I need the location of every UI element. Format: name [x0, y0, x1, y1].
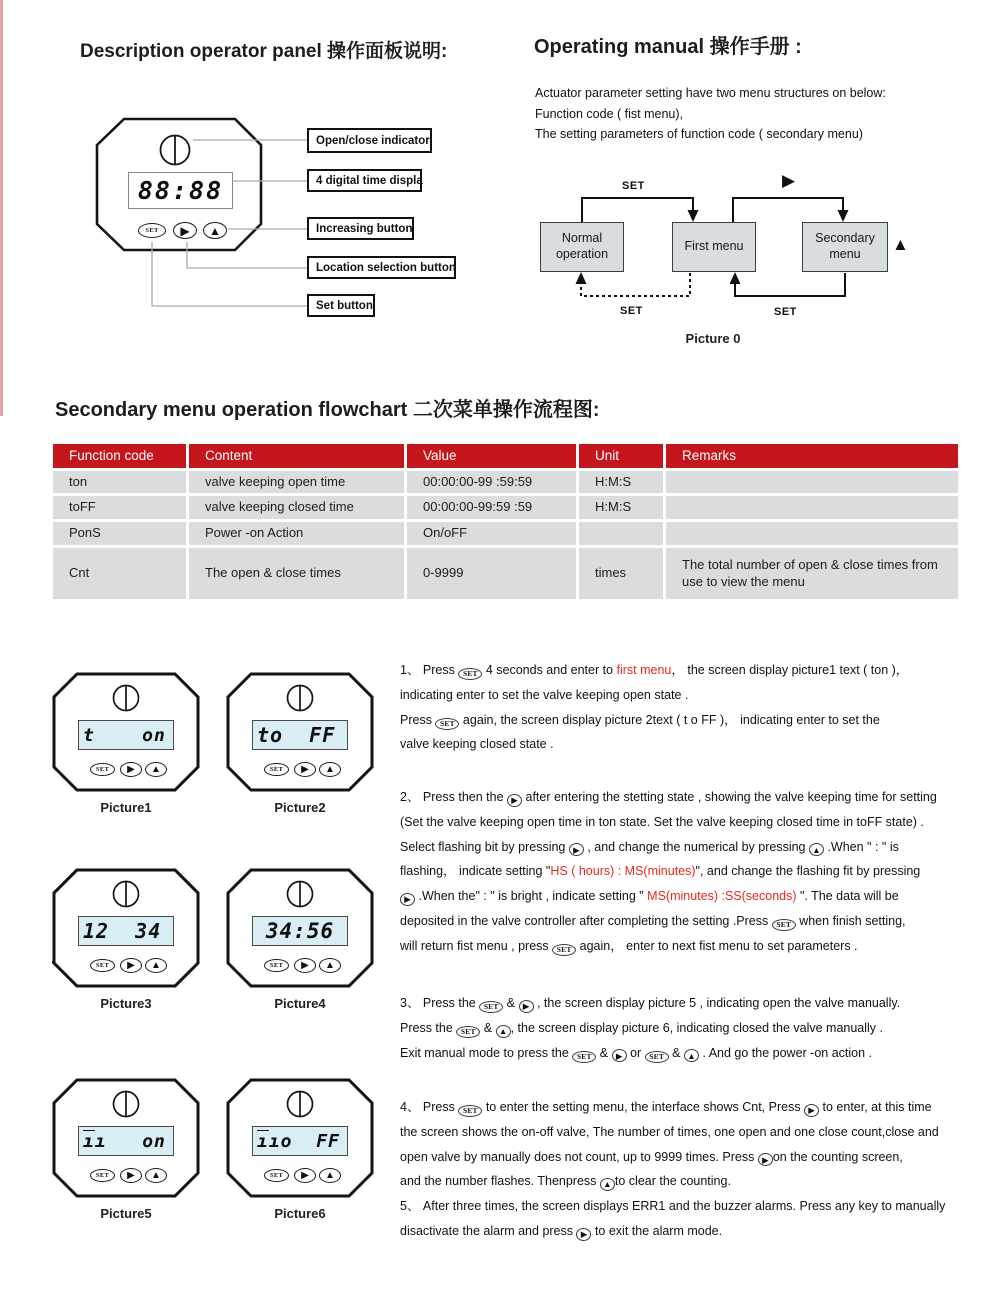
- text-segment: flashing， indicate setting ": [400, 864, 551, 879]
- set-button-icon: SET: [435, 718, 459, 730]
- picture5-panel: [52, 1078, 200, 1221]
- increasing-button: ▲: [145, 958, 167, 973]
- text-segment: (Set the valve keeping open time in ton state. Set the valve keeping closed time in toFF state) .: [400, 814, 924, 829]
- text-segment: 3、 Press the: [400, 996, 480, 1010]
- flowchart-caption: Picture 0: [685, 331, 741, 346]
- flowchart-box-first-menu: First menu: [672, 222, 756, 272]
- function-code-table: [50, 441, 961, 602]
- text-segment: the screen shows the on-off valve, The number of times, one open and one close count,close and: [400, 1124, 939, 1139]
- label-increasing-button: Increasing button: [307, 217, 414, 240]
- table-row: [52, 521, 960, 547]
- col-header: Remarks: [665, 443, 960, 470]
- picture-caption: Picture4: [274, 996, 326, 1011]
- flowchart-box-normal-operation: Normal operation: [540, 222, 624, 272]
- picture2-panel: [226, 672, 374, 815]
- cell: 0-9999: [406, 547, 578, 601]
- col-header: Content: [188, 443, 406, 470]
- cell: 00:00:00-99 :59:59: [406, 469, 578, 495]
- cell: valve keeping open time: [188, 469, 406, 495]
- table-row: [52, 495, 960, 521]
- set-button: SET: [264, 959, 289, 972]
- text-segment: &: [503, 996, 519, 1010]
- set-button: SET: [264, 1169, 289, 1182]
- set-button: SET: [90, 763, 115, 776]
- lcd-display: $\overline{ı}$ ı on: [78, 1126, 174, 1156]
- col-header: Unit: [578, 443, 665, 470]
- text-segment: on the counting screen,: [772, 1149, 903, 1164]
- up-arrow-button-icon: ▲: [600, 1178, 615, 1191]
- label-open-close-indicator: Open/close indicator: [307, 128, 432, 153]
- picture-caption: Picture2: [274, 800, 326, 815]
- picture6-panel: [226, 1078, 374, 1221]
- increasing-button: ▲: [319, 762, 341, 777]
- picture-caption: Picture6: [274, 1206, 326, 1221]
- text-segment: , the screen display picture 5 , indicating open the valve manually.: [533, 996, 901, 1010]
- cell: The total number of open & close times from use to view the menu: [665, 547, 960, 601]
- cell: 00:00:00-99:59 :59: [406, 495, 578, 521]
- text-segment: ". The data will be: [796, 889, 899, 904]
- increasing-button: ▲: [319, 1168, 341, 1183]
- lcd-display: to FF: [252, 720, 348, 750]
- increasing-button: ▲: [145, 762, 167, 777]
- text-segment: to enter, at this time: [819, 1100, 932, 1114]
- cell: times: [578, 547, 665, 601]
- cell: [578, 521, 665, 547]
- flowchart-set-label-top: SET: [622, 180, 645, 192]
- set-button-icon: SET: [772, 919, 796, 931]
- set-button-icon: SET: [479, 1001, 503, 1013]
- text-segment: to clear the counting.: [614, 1174, 731, 1189]
- right-arrow-button-icon: ▶: [612, 1049, 627, 1062]
- text-segment: &: [480, 1020, 496, 1035]
- text-segment: ", and change the flashing fit by pressing: [695, 864, 921, 879]
- text-segment: open valve by manually does not count, up to 9999 times. Press: [400, 1149, 758, 1164]
- lcd-display: 12 34: [78, 916, 174, 946]
- callout-connector-lines: [90, 115, 312, 315]
- right-arrow-button-icon: ▶: [804, 1104, 819, 1117]
- set-button: SET: [138, 223, 166, 238]
- right-arrow-button-icon: ▶: [507, 794, 522, 807]
- picture3-panel: [52, 868, 200, 1011]
- text-segment: when finish setting,: [795, 913, 906, 928]
- text-segment: deposited in the valve controller after completing the setting .Press: [400, 913, 772, 928]
- flowchart-set-label-bottom-right: SET: [774, 306, 797, 318]
- instruction-step-3: [400, 991, 988, 1065]
- lcd-display: t on: [78, 720, 174, 750]
- instruction-step-1: [400, 658, 988, 757]
- right-arrow-button-icon: ▶: [758, 1153, 773, 1166]
- cell: [665, 469, 960, 495]
- instruction-step-4-5: [400, 1095, 988, 1244]
- location-selection-button: ▶: [294, 1168, 316, 1183]
- picture1-panel: [52, 672, 200, 815]
- col-header: Value: [406, 443, 578, 470]
- text-segment: &: [596, 1045, 612, 1060]
- red-text: MS(minutes) :SS(seconds): [647, 889, 797, 904]
- label-location-selection-button: Location selection button: [307, 256, 456, 279]
- picture-caption: Picture3: [100, 996, 152, 1011]
- text-segment: ， the screen display picture1 text ( ton )，: [671, 663, 909, 677]
- text-segment: Select flashing bit by pressing: [400, 839, 569, 854]
- right-arrow-icon: ▶: [782, 171, 796, 190]
- set-button: SET: [264, 763, 289, 776]
- red-text: HS ( hours) : MS(minutes): [550, 864, 696, 879]
- text-segment: again, the screen display picture 2text ( t o FF )， indicating enter to set the: [459, 712, 880, 727]
- cell: Power -on Action: [188, 521, 406, 547]
- text-segment: .When " : " is: [823, 839, 899, 854]
- text-segment: 5、 After three times, the screen displays ERR1 and the buzzer alarms. Press any key to manually: [400, 1199, 946, 1214]
- text-segment: to exit the alarm mode.: [591, 1223, 723, 1238]
- text-segment: .When the" : " is bright , indicate setting ": [415, 889, 648, 904]
- increasing-button: ▲: [145, 1168, 167, 1183]
- col-header: Function code: [52, 443, 188, 470]
- text-segment: disactivate the alarm and press: [400, 1223, 577, 1238]
- set-button: SET: [90, 959, 115, 972]
- heading-operating-manual: Operating manual 操作手册 :: [534, 36, 802, 58]
- right-arrow-button-icon: ▶: [519, 1000, 534, 1013]
- location-selection-button: ▶: [294, 762, 316, 777]
- flowchart-box-secondary-menu: Secondary menu: [802, 222, 888, 272]
- text-segment: Exit manual mode to press the: [400, 1045, 573, 1060]
- location-selection-button: ▶: [120, 1168, 142, 1183]
- up-arrow-icon: ▲: [892, 235, 909, 254]
- flowchart-set-label-bottom-left: SET: [620, 305, 643, 317]
- text-segment: &: [668, 1045, 684, 1060]
- up-arrow-button-icon: ▲: [809, 843, 824, 856]
- text-segment: 1、 Press: [400, 663, 459, 677]
- location-selection-button: ▶: [294, 958, 316, 973]
- cell: ton: [52, 469, 188, 495]
- intro-line: Actuator parameter setting have two menu structures on below:: [535, 86, 886, 100]
- text-segment: valve keeping closed state .: [400, 737, 554, 752]
- increasing-button: ▲: [319, 958, 341, 973]
- intro-paragraph: [535, 83, 886, 145]
- increasing-button: ▲: [203, 222, 227, 239]
- text-segment: and the number flashes. Thenpress: [400, 1174, 600, 1189]
- right-arrow-button-icon: ▶: [576, 1228, 591, 1241]
- text-segment: or: [626, 1045, 645, 1060]
- text-segment: 4 seconds and enter to: [482, 663, 617, 677]
- table-row: [52, 469, 960, 495]
- cell: [665, 495, 960, 521]
- up-arrow-button-icon: ▲: [496, 1025, 511, 1038]
- location-selection-button: ▶: [173, 222, 197, 239]
- page-edge-strip: [0, 0, 3, 416]
- text-segment: 4、 Press: [400, 1100, 459, 1114]
- text-segment: , and change the numerical by pressing: [583, 839, 809, 854]
- right-arrow-button-icon: ▶: [569, 843, 584, 856]
- text-segment: . And go the power -on action .: [698, 1045, 872, 1060]
- text-segment: Press the: [400, 1020, 457, 1035]
- set-button-icon: SET: [552, 944, 576, 956]
- text-segment: 2、 Press then the: [400, 790, 508, 804]
- heading-description-panel: Description operator panel 操作面板说明:: [80, 41, 448, 62]
- instruction-step-2: [400, 785, 988, 959]
- lcd-display: $\overline{ı}$ ıo FF: [252, 1126, 348, 1156]
- set-button-icon: SET: [456, 1026, 480, 1038]
- picture4-panel: [226, 868, 374, 1011]
- cell: PonS: [52, 521, 188, 547]
- text-segment: will return fist menu , press: [400, 938, 553, 953]
- cell: toFF: [52, 495, 188, 521]
- label-4-digital-time-display: 4 digital time displa: [307, 169, 422, 192]
- text-segment: Press: [400, 712, 436, 727]
- table-header-row: [52, 443, 960, 470]
- cell: H:M:S: [578, 495, 665, 521]
- location-selection-button: ▶: [120, 762, 142, 777]
- cell: The open & close times: [188, 547, 406, 601]
- set-button: SET: [90, 1169, 115, 1182]
- picture-caption: Picture1: [100, 800, 152, 815]
- text-segment: to enter the setting menu, the interface shows Cnt, Press: [482, 1100, 805, 1114]
- set-button-icon: SET: [458, 668, 482, 680]
- cell: Cnt: [52, 547, 188, 601]
- text-segment: again， enter to next fist menu to set parameters .: [576, 938, 858, 953]
- time-display: 88:88: [128, 172, 233, 209]
- red-text: first menu: [616, 663, 672, 677]
- table-row: [52, 547, 960, 601]
- text-segment: , the screen display picture 6, indicating closed the valve manually .: [510, 1020, 884, 1035]
- set-button-icon: SET: [645, 1051, 669, 1063]
- up-arrow-button-icon: ▲: [684, 1049, 699, 1062]
- set-button-icon: SET: [572, 1051, 596, 1063]
- text-segment: after entering the stetting state , showing the valve keeping time for setting: [522, 790, 937, 804]
- set-button-icon: SET: [458, 1105, 482, 1117]
- cell: On/oFF: [406, 521, 578, 547]
- heading-secondary-menu-flowchart: Secondary menu operation flowchart 二次菜单操作流程图:: [55, 399, 600, 421]
- picture-caption: Picture5: [100, 1206, 152, 1221]
- text-segment: indicating enter to set the valve keeping open state .: [400, 687, 689, 702]
- cell: H:M:S: [578, 469, 665, 495]
- cell: [665, 521, 960, 547]
- lcd-display: 34:56: [252, 916, 348, 946]
- intro-line: The setting parameters of function code ( secondary menu): [535, 127, 863, 141]
- cell: valve keeping closed time: [188, 495, 406, 521]
- label-set-button: Set button: [307, 294, 375, 317]
- intro-line: Function code ( fist menu),: [535, 106, 683, 121]
- location-selection-button: ▶: [120, 958, 142, 973]
- right-arrow-button-icon: ▶: [400, 893, 415, 906]
